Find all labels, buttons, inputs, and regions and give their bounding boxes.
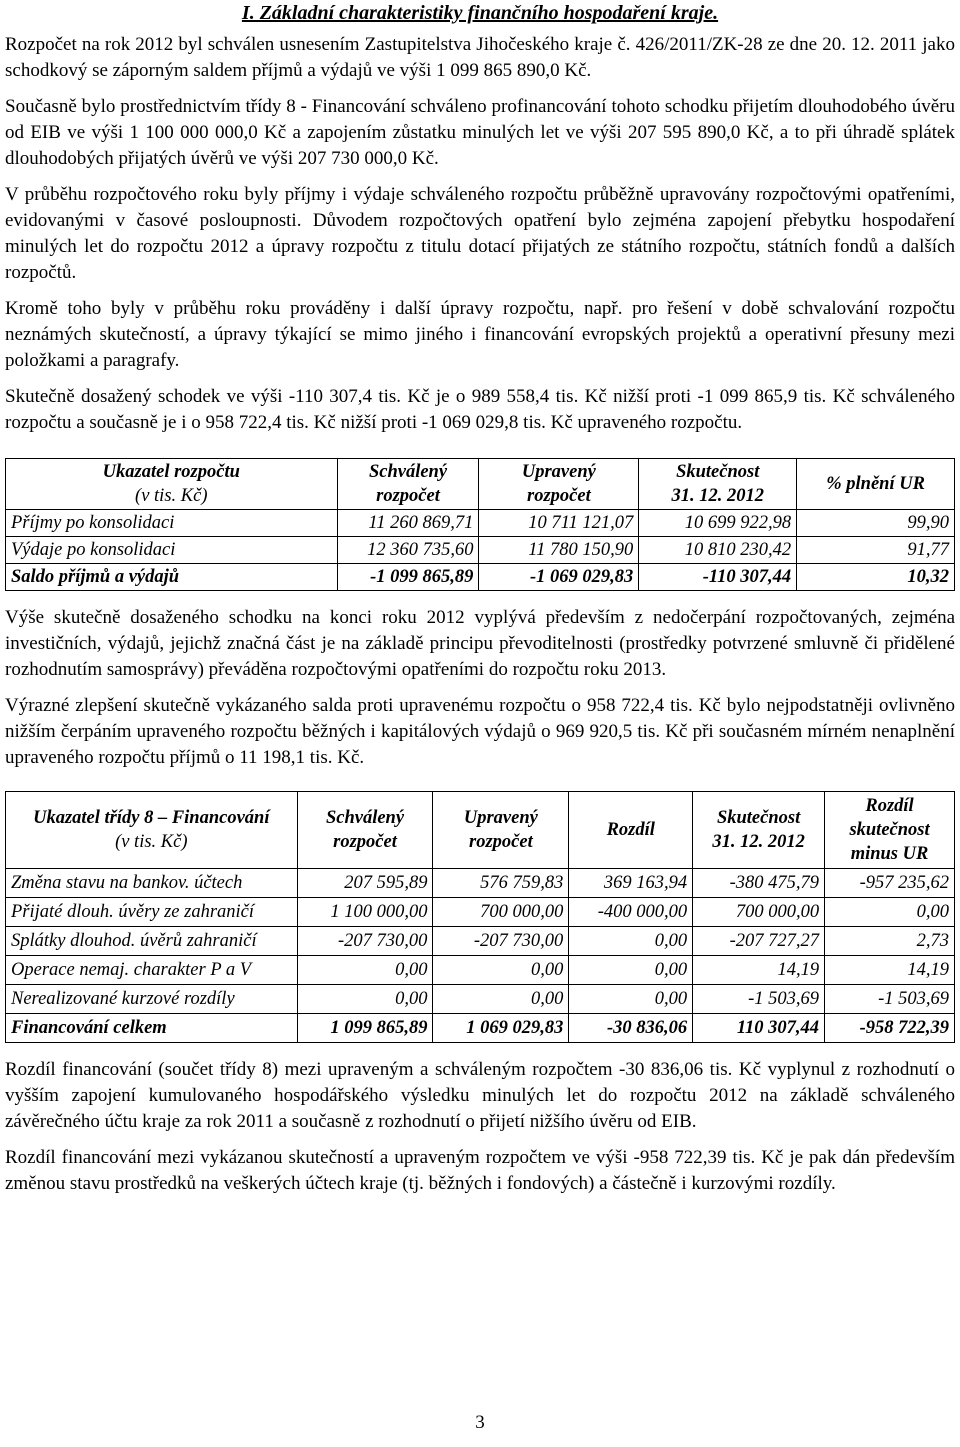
cell-actual-minus-ur: -958 722,39	[825, 1014, 955, 1043]
table-row	[6, 898, 955, 927]
cell-actual-minus-ur: -1 503,69	[825, 985, 955, 1014]
row-label: Změna stavu na bankov. účtech	[6, 869, 298, 898]
page-number: 3	[475, 1412, 485, 1433]
cell-approved: 0,00	[297, 985, 433, 1014]
cell-difference: -30 836,06	[569, 1014, 693, 1043]
cell-actual: 10 810 230,42	[639, 537, 797, 564]
cell-fulfilment: 10,32	[797, 564, 955, 591]
paragraph-deficit: Skutečně dosažený schodek ve výši -110 307,4 tis. Kč je o 989 558,4 tis. Kč nižší proti -1 099 865,9 tis. Kč schváleného rozpočtu a současně je i o 958 722,4 tis. Kč nižší proti -1 069 029,8 tis. Kč upraveného rozpočtu.	[5, 386, 955, 433]
cell-actual-minus-ur: 14,19	[825, 956, 955, 985]
header-actual: Skutečnost 31. 12. 2012	[639, 459, 797, 510]
row-label: Financování celkem	[6, 1014, 298, 1043]
table-row	[6, 869, 955, 898]
cell-fulfilment: 99,90	[797, 510, 955, 537]
cell-adjusted: 10 711 121,07	[479, 510, 639, 537]
cell-difference: -400 000,00	[569, 898, 693, 927]
financing-table	[5, 791, 955, 1043]
row-label: Výdaje po konsolidaci	[6, 537, 338, 564]
table-row	[6, 927, 955, 956]
cell-approved: 1 099 865,89	[297, 1014, 433, 1043]
cell-difference: 0,00	[569, 927, 693, 956]
cell-actual-minus-ur: -957 235,62	[825, 869, 955, 898]
header-difference: Rozdíl	[569, 792, 693, 869]
row-label: Přijaté dlouh. úvěry ze zahraničí	[6, 898, 298, 927]
table-row	[6, 956, 955, 985]
header-indicator: Ukazatel třídy 8 – Financování (v tis. Kč)	[6, 792, 298, 869]
cell-actual: -207 727,27	[693, 927, 825, 956]
table-row	[6, 510, 955, 537]
cell-actual: -1 503,69	[693, 985, 825, 1014]
cell-adjusted: -207 730,00	[433, 927, 569, 956]
cell-difference: 0,00	[569, 985, 693, 1014]
cell-difference: 0,00	[569, 956, 693, 985]
cell-adjusted: 1 069 029,83	[433, 1014, 569, 1043]
header-fulfilment: % plnění UR	[797, 459, 955, 510]
header-actual-minus-ur: Rozdíl skutečnost minus UR	[825, 792, 955, 869]
cell-approved: 11 260 869,71	[337, 510, 479, 537]
cell-approved: 12 360 735,60	[337, 537, 479, 564]
header-approved: Schválený rozpočet	[337, 459, 479, 510]
cell-actual: 110 307,44	[693, 1014, 825, 1043]
header-adjusted: Upravený rozpočet	[433, 792, 569, 869]
cell-actual-minus-ur: 2,73	[825, 927, 955, 956]
cell-approved: -1 099 865,89	[337, 564, 479, 591]
cell-actual: -380 475,79	[693, 869, 825, 898]
table-row-total	[6, 564, 955, 591]
cell-adjusted: 11 780 150,90	[479, 537, 639, 564]
cell-adjusted: 700 000,00	[433, 898, 569, 927]
cell-actual: 700 000,00	[693, 898, 825, 927]
row-label: Nerealizované kurzové rozdíly	[6, 985, 298, 1014]
paragraph-financing: Současně bylo prostřednictvím třídy 8 - Financování schváleno profinancování tohoto schodku přijetím dlouhodobého úvěru od EIB ve výši 1 100 000 000,0 Kč a zapojením zůstatku minulých let ve výši 207 595 890,0 Kč, a to při úhradě splátek dlouhodobých přijatých úvěrů ve výši 207 730 000,0 Kč.	[5, 96, 955, 169]
row-label: Saldo příjmů a výdajů	[6, 564, 338, 591]
budget-table-header	[6, 459, 955, 510]
cell-approved: -207 730,00	[297, 927, 433, 956]
header-approved: Schválený rozpočet	[297, 792, 433, 869]
cell-actual: 14,19	[693, 956, 825, 985]
paragraph-budget-changes: V průběhu rozpočtového roku byly příjmy i výdaje schváleného rozpočtu průběžně upravovány rozpočtovými opatřeními, evidovanými v časové posloupnosti. Důvodem rozpočtových opatření bylo zejména zapojení přebytku hospodaření minulých let do rozpočtu 2012 a úpravy rozpočtu z titulu dotací přijatých ze státního rozpočtu, státních fondů a dalších rozpočtů.	[5, 184, 955, 283]
cell-approved: 1 100 000,00	[297, 898, 433, 927]
cell-approved: 0,00	[297, 956, 433, 985]
paragraph-other-changes: Kromě toho byly v průběhu roku prováděny i další úpravy rozpočtu, např. pro řešení v době schvalování rozpočtu neznámých skutečností, a úpravy týkající se mimo jiného i financování evropských projektů a operativní přesuny mezi položkami a paragrafy.	[5, 298, 955, 371]
cell-adjusted: 0,00	[433, 956, 569, 985]
cell-actual: 10 699 922,98	[639, 510, 797, 537]
row-label: Splátky dlouhod. úvěrů zahraničí	[6, 927, 298, 956]
header-actual: Skutečnost 31. 12. 2012	[693, 792, 825, 869]
cell-difference: 369 163,94	[569, 869, 693, 898]
cell-adjusted: 576 759,83	[433, 869, 569, 898]
header-indicator: Ukazatel rozpočtu (v tis. Kč)	[6, 459, 338, 510]
paragraph-deficit-explanation: Výše skutečně dosaženého schodku na konci roku 2012 vyplývá především z nedočerpání rozpočtovaných, zejména investičních, výdajů, jejichž značná část je na základě principu převoditelnosti (prostředky potvrzené smluvně či přidělené rozhodnutím samosprávy) převáděna rozpočtovými opatřeními do rozpočtu roku 2013.	[5, 607, 955, 680]
header-adjusted: Upravený rozpočet	[479, 459, 639, 510]
paragraph-financing-actual: Rozdíl financování mezi vykázanou skutečností a upraveným rozpočtem ve výši -958 722,39 tis. Kč je pak dán především změnou stavu prostředků na veškerých účtech kraje (tj. běžných i fondových) a částečně i kurzovými rozdíly.	[5, 1147, 955, 1194]
cell-fulfilment: 91,77	[797, 537, 955, 564]
row-label: Příjmy po konsolidaci	[6, 510, 338, 537]
cell-actual-minus-ur: 0,00	[825, 898, 955, 927]
paragraph-saldo-improvement: Výrazné zlepšení skutečně vykázaného salda proti upravenému rozpočtu o 958 722,4 tis. Kč bylo nejpodstatněji ovlivněno nižším čerpáním upraveného rozpočtu běžných i kapitálových výdajů o 969 920,5 tis. Kč při současném mírném nenaplnění upraveného rozpočtu příjmů o 11 198,1 tis. Kč.	[5, 695, 955, 768]
cell-adjusted: -1 069 029,83	[479, 564, 639, 591]
financing-table-header	[6, 792, 955, 869]
section-heading: I. Základní charakteristiky finančního hospodaření kraje.	[241, 2, 719, 24]
cell-actual: -110 307,44	[639, 564, 797, 591]
paragraph-budget-approval: Rozpočet na rok 2012 byl schválen usnesením Zastupitelstva Jihočeského kraje č. 426/2011/ZK-28 ze dne 20. 12. 2011 jako schodkový se záporným saldem příjmů a výdajů ve výši 1 099 865 890,0 Kč.	[5, 34, 955, 81]
cell-adjusted: 0,00	[433, 985, 569, 1014]
row-label: Operace nemaj. charakter P a V	[6, 956, 298, 985]
table-row	[6, 985, 955, 1014]
table-row-total	[6, 1014, 955, 1043]
document-page	[5, 0, 955, 1197]
cell-approved: 207 595,89	[297, 869, 433, 898]
paragraph-financing-difference: Rozdíl financování (součet třídy 8) mezi upraveným a schváleným rozpočtem -30 836,06 tis. Kč vyplynul z rozhodnutí o vyšším zapojení kumulovaného hospodářského výsledku minulých let do rozpočtu 2012 na základě schváleného závěrečného účtu kraje za rok 2011 a současně z rozhodnutí o přijetí nižšího úvěru od EIB.	[5, 1059, 955, 1132]
table-row	[6, 537, 955, 564]
budget-table	[5, 458, 955, 591]
